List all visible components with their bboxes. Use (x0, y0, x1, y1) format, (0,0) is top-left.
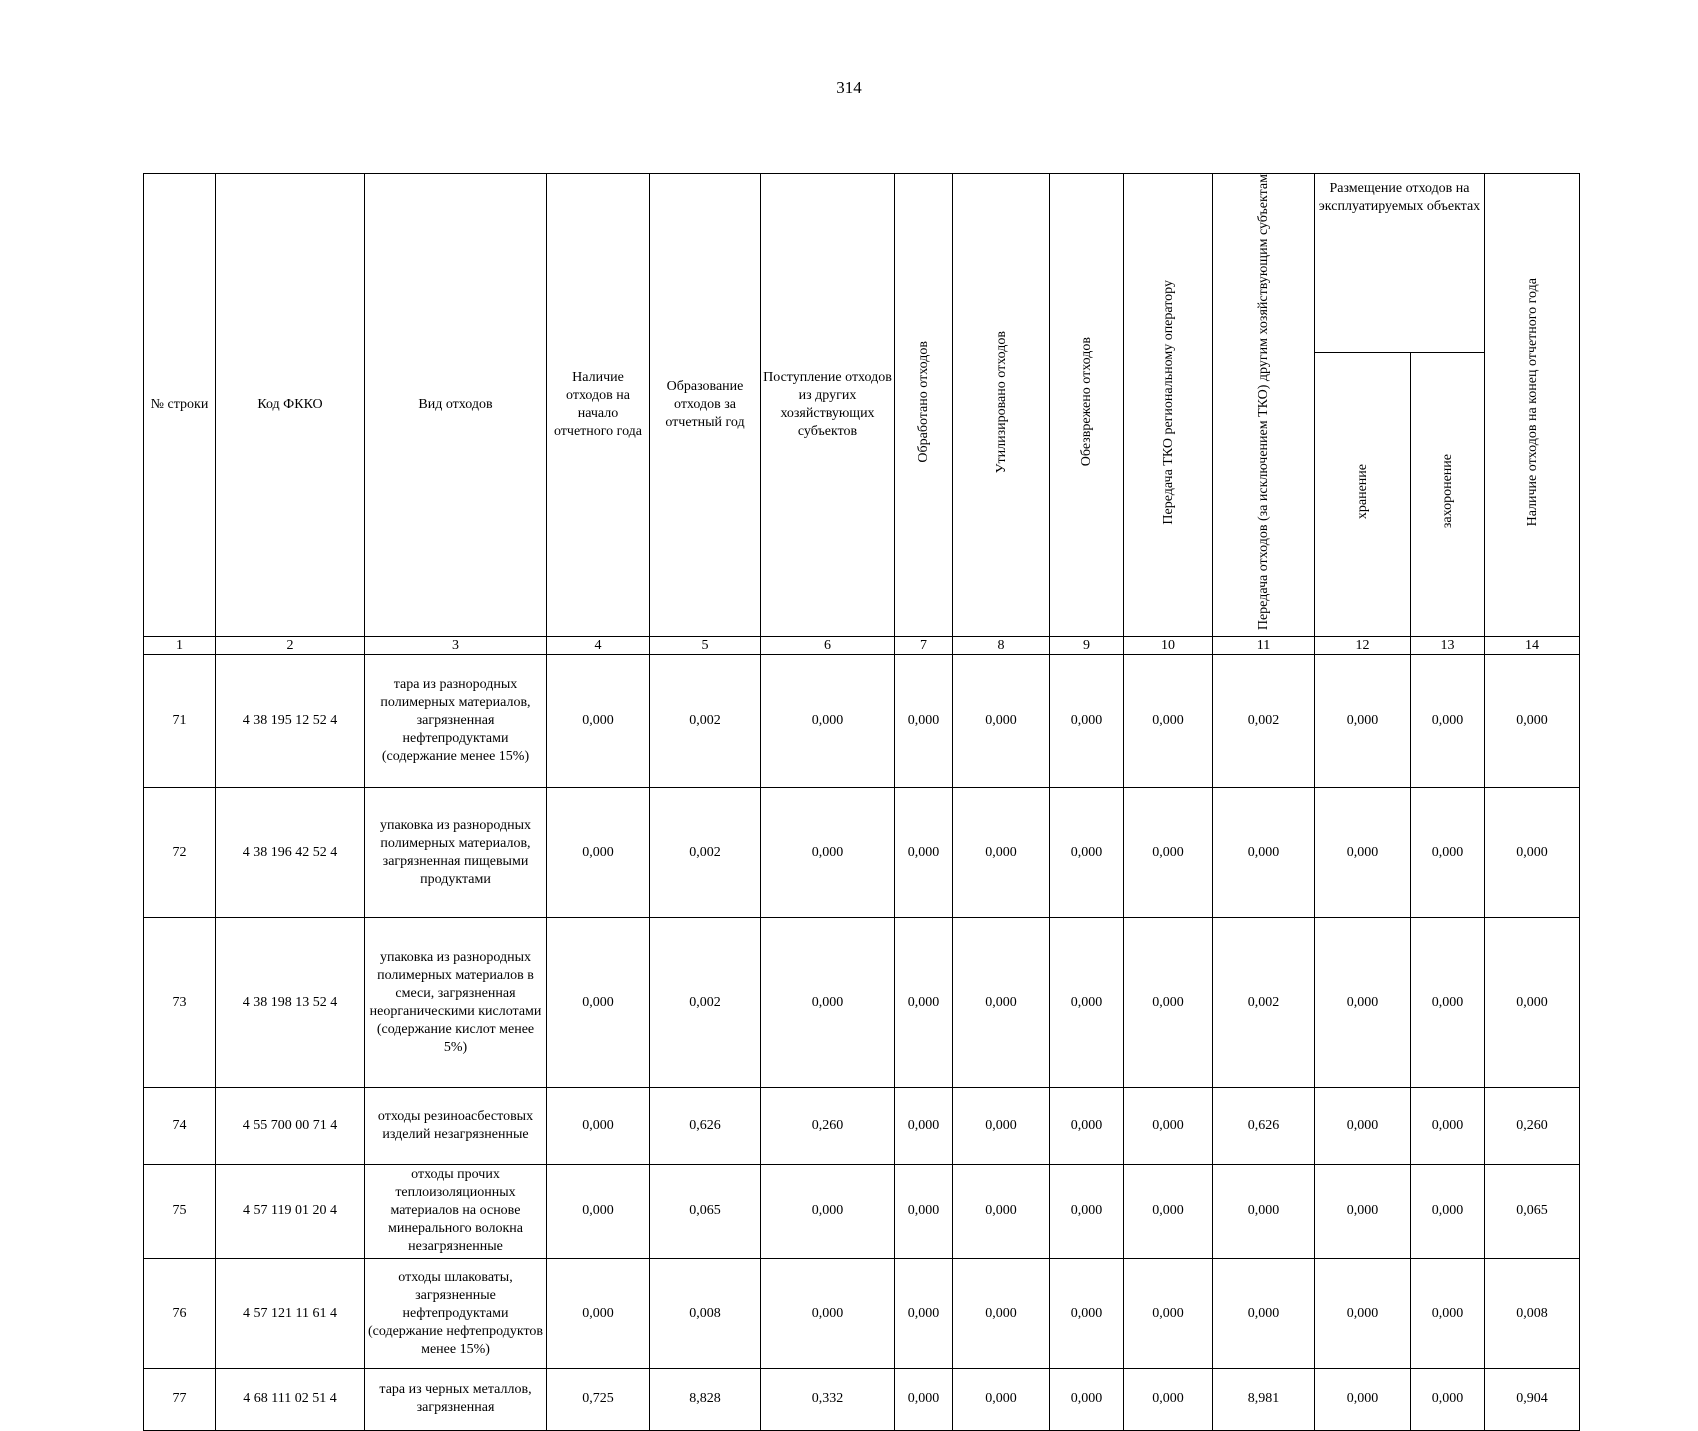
col-number: 14 (1485, 637, 1580, 655)
value-cell: 0,725 (547, 1368, 650, 1430)
value-cell: 0,000 (1050, 1088, 1124, 1164)
value-cell: 0,000 (1315, 655, 1411, 788)
value-cell: 8,828 (650, 1368, 761, 1430)
row-number: 72 (144, 787, 216, 918)
fkko-code: 4 68 111 02 51 4 (216, 1368, 365, 1430)
value-cell: 0,000 (1050, 918, 1124, 1088)
value-cell: 0,000 (1050, 1164, 1124, 1258)
header-other-transfer: Передача отходов (за исключением ТКО) другим хозяйствующим субъектам (1256, 174, 1271, 631)
table-body (144, 655, 1580, 1431)
value-cell: 0,000 (1315, 1368, 1411, 1430)
header-start-year: Наличие отходов на начало отчетного года (547, 174, 650, 637)
header-waste-type: Вид отходов (365, 174, 547, 637)
value-cell: 0,000 (547, 1259, 650, 1369)
value-cell: 0,000 (1411, 918, 1485, 1088)
value-cell: 0,002 (650, 918, 761, 1088)
value-cell: 0,000 (1213, 787, 1315, 918)
value-cell: 0,260 (761, 1088, 895, 1164)
header-neutralized-cell (1050, 174, 1124, 637)
page-number: 314 (836, 78, 862, 97)
value-cell: 0,000 (895, 655, 953, 788)
header-tko-cell (1124, 174, 1213, 637)
table-row (144, 787, 1580, 918)
header-utilized: Утилизировано отходов (993, 330, 1009, 474)
table-row (144, 1259, 1580, 1369)
col-number: 1 (144, 637, 216, 655)
col-number: 7 (895, 637, 953, 655)
fkko-code: 4 57 121 11 61 4 (216, 1259, 365, 1369)
value-cell: 0,000 (761, 655, 895, 788)
header-end-cell (1485, 174, 1580, 637)
value-cell: 0,000 (761, 787, 895, 918)
value-cell: 0,000 (895, 1368, 953, 1430)
fkko-code: 4 38 195 12 52 4 (216, 655, 365, 788)
col-number: 4 (547, 637, 650, 655)
col-number: 8 (953, 637, 1050, 655)
waste-name: отходы прочих теплоизоляционных материалов на основе минерального волокна незагрязненные (365, 1164, 547, 1258)
value-cell: 0,000 (1124, 1259, 1213, 1369)
table-row (144, 1368, 1580, 1430)
value-cell: 0,000 (953, 1088, 1050, 1164)
header-processed: Обработано отходов (916, 341, 931, 463)
value-cell: 0,008 (1485, 1259, 1580, 1369)
header-storage-cell (1315, 352, 1411, 637)
value-cell: 0,000 (953, 655, 1050, 788)
value-cell: 0,000 (547, 1088, 650, 1164)
value-cell: 0,000 (1411, 1368, 1485, 1430)
value-cell: 0,000 (953, 787, 1050, 918)
col-number: 3 (365, 637, 547, 655)
waste-table (143, 173, 1580, 1431)
waste-name: отходы резиноасбестовых изделий незагрязненные (365, 1088, 547, 1164)
row-number: 73 (144, 918, 216, 1088)
header-code: Код ФККО (216, 174, 365, 637)
col-number: 9 (1050, 637, 1124, 655)
row-number: 76 (144, 1259, 216, 1369)
value-cell: 0,002 (650, 787, 761, 918)
waste-name: упаковка из разнородных полимерных материалов, загрязненная пищевыми продуктами (365, 787, 547, 918)
value-cell: 0,000 (1213, 1164, 1315, 1258)
value-cell: 0,000 (1315, 1259, 1411, 1369)
value-cell: 0,000 (1411, 1259, 1485, 1369)
value-cell: 0,065 (650, 1164, 761, 1258)
value-cell: 0,000 (1124, 1088, 1213, 1164)
value-cell: 0,000 (547, 1164, 650, 1258)
value-cell: 0,000 (547, 918, 650, 1088)
value-cell: 0,000 (1124, 655, 1213, 788)
value-cell: 0,000 (953, 1259, 1050, 1369)
value-cell: 0,000 (761, 1259, 895, 1369)
header-row-no: № строки (144, 174, 216, 637)
value-cell: 0,000 (761, 918, 895, 1088)
value-cell: 0,000 (1124, 1164, 1213, 1258)
header-end-year: Наличие отходов на конец отчетного года (1524, 277, 1540, 527)
row-number: 71 (144, 655, 216, 788)
value-cell: 0,000 (1124, 1368, 1213, 1430)
fkko-code: 4 57 119 01 20 4 (216, 1164, 365, 1258)
value-cell: 0,000 (895, 1088, 953, 1164)
table-row (144, 655, 1580, 788)
value-cell: 0,000 (547, 787, 650, 918)
value-cell: 0,000 (1411, 1088, 1485, 1164)
value-cell: 0,000 (895, 918, 953, 1088)
header-tko-transfer: Передача ТКО региональному оператору (1160, 279, 1176, 525)
value-cell: 0,000 (1485, 655, 1580, 788)
col-number: 12 (1315, 637, 1411, 655)
value-cell: 0,000 (1315, 1164, 1411, 1258)
value-cell: 0,002 (1213, 918, 1315, 1088)
header-burial: захоронение (1440, 454, 1455, 529)
value-cell: 0,332 (761, 1368, 895, 1430)
row-number: 74 (144, 1088, 216, 1164)
value-cell: 0,065 (1485, 1164, 1580, 1258)
value-cell: 0,000 (895, 1164, 953, 1258)
header-neutralized: Обезврежено отходов (1079, 337, 1094, 467)
value-cell: 0,000 (1315, 918, 1411, 1088)
value-cell: 0,904 (1485, 1368, 1580, 1430)
value-cell: 0,002 (1213, 655, 1315, 788)
header-burial-cell (1411, 352, 1485, 637)
col-number: 5 (650, 637, 761, 655)
waste-name: тара из черных металлов, загрязненная (365, 1368, 547, 1430)
header-utilized-cell (953, 174, 1050, 637)
value-cell: 0,000 (1411, 655, 1485, 788)
value-cell: 0,000 (1050, 1368, 1124, 1430)
value-cell: 0,260 (1485, 1088, 1580, 1164)
fkko-code: 4 38 198 13 52 4 (216, 918, 365, 1088)
col-number: 10 (1124, 637, 1213, 655)
table-row (144, 1088, 1580, 1164)
col-number: 13 (1411, 637, 1485, 655)
value-cell: 0,000 (1411, 1164, 1485, 1258)
value-cell: 0,008 (650, 1259, 761, 1369)
fkko-code: 4 55 700 00 71 4 (216, 1088, 365, 1164)
value-cell: 0,626 (650, 1088, 761, 1164)
waste-name: упаковка из разнородных полимерных материалов в смеси, загрязненная неорганическими кислотами (содержание кислот менее 5%) (365, 918, 547, 1088)
value-cell: 0,626 (1213, 1088, 1315, 1164)
fkko-code: 4 38 196 42 52 4 (216, 787, 365, 918)
value-cell: 0,000 (953, 1164, 1050, 1258)
value-cell: 0,000 (953, 918, 1050, 1088)
value-cell: 0,000 (1050, 787, 1124, 918)
col-number: 2 (216, 637, 365, 655)
col-number: 6 (761, 637, 895, 655)
table-row (144, 1164, 1580, 1258)
column-numbers-row (144, 637, 1580, 655)
value-cell: 0,000 (1050, 1259, 1124, 1369)
col-number: 11 (1213, 637, 1315, 655)
header-row-1 (144, 174, 1580, 353)
header-other-cell (1213, 174, 1315, 637)
value-cell: 0,000 (1315, 787, 1411, 918)
value-cell: 0,000 (547, 655, 650, 788)
header-generated: Образование отходов за отчетный год (650, 174, 761, 637)
value-cell: 0,000 (1485, 918, 1580, 1088)
header-processed-cell (895, 174, 953, 637)
header-received: Поступление отходов из других хозяйствующих субъектов (761, 174, 895, 637)
row-number: 75 (144, 1164, 216, 1258)
value-cell: 0,000 (1411, 787, 1485, 918)
value-cell: 0,000 (895, 787, 953, 918)
waste-name: отходы шлаковаты, загрязненные нефтепродуктами (содержание нефтепродуктов менее 15%) (365, 1259, 547, 1369)
value-cell: 0,000 (1213, 1259, 1315, 1369)
value-cell: 0,002 (650, 655, 761, 788)
value-cell: 0,000 (1315, 1088, 1411, 1164)
value-cell: 0,000 (953, 1368, 1050, 1430)
row-number: 77 (144, 1368, 216, 1430)
waste-name: тара из разнородных полимерных материалов, загрязненная нефтепродуктами (содержание менее 15%) (365, 655, 547, 788)
value-cell: 8,981 (1213, 1368, 1315, 1430)
header-placement-group: Размещение отходов на эксплуатируемых объектах (1315, 174, 1485, 353)
value-cell: 0,000 (1485, 787, 1580, 918)
value-cell: 0,000 (761, 1164, 895, 1258)
value-cell: 0,000 (895, 1259, 953, 1369)
value-cell: 0,000 (1124, 787, 1213, 918)
table-row (144, 918, 1580, 1088)
value-cell: 0,000 (1050, 655, 1124, 788)
value-cell: 0,000 (1124, 918, 1213, 1088)
header-storage: хранение (1355, 463, 1370, 519)
